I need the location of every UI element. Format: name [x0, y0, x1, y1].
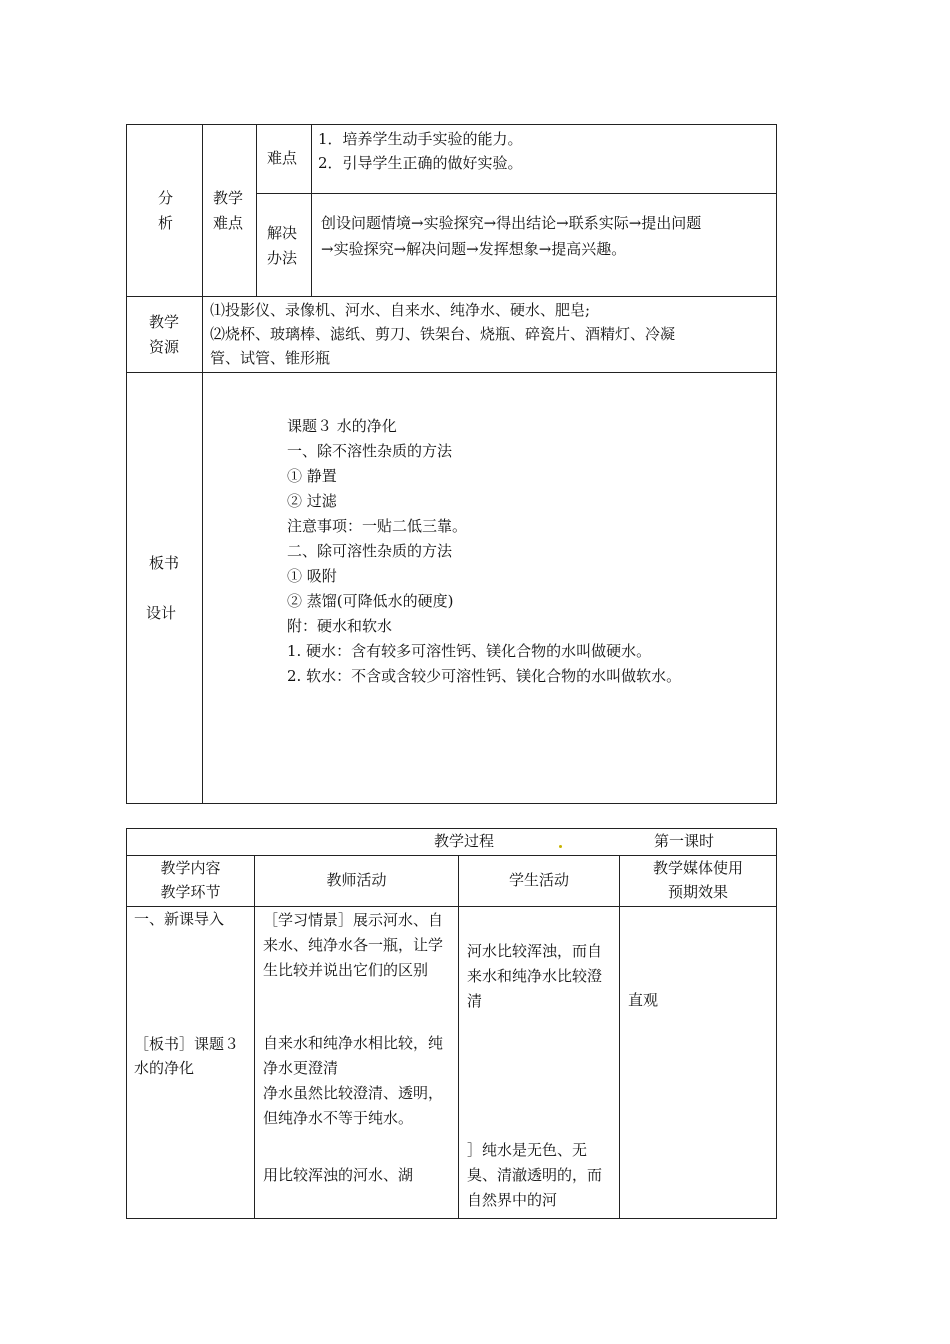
step-intro: 一、新课导入	[134, 910, 225, 928]
analysis-label-2: 析	[158, 214, 174, 232]
period-label: 第一课时	[654, 832, 715, 850]
solution-line-2: →实验探究→解决问题→发挥想象→提高兴趣。	[321, 240, 627, 258]
board-line: ① 静置	[287, 467, 337, 485]
solution-label: 解决	[267, 224, 298, 242]
board-line: ② 蒸馏(可降低水的硬度)	[287, 592, 454, 610]
step-board-2: 水的净化	[134, 1059, 195, 1077]
header-media: 教学媒体使用	[652, 859, 743, 877]
resources-label: 教学	[149, 313, 180, 331]
board-line: 课题３ 水的净化	[287, 417, 397, 435]
board-line: 2. 软水：不含或含较少可溶性钙、镁化合物的水叫做软水。	[287, 667, 682, 685]
teaching-difficulty-label-2: 难点	[213, 214, 244, 232]
resources-line-2: ⑵烧杯、玻璃棒、滤纸、剪刀、铁架台、烧瓶、碎瓷片、酒精灯、冷凝	[210, 325, 676, 343]
teacher-activity-3: 净水虽然比较澄清、透明，但纯净水不等于纯水。	[263, 1084, 444, 1127]
header-media-2: 预期效果	[667, 883, 728, 901]
header-teacher: 教师活动	[326, 871, 387, 889]
step-board: ［板书］课题３	[134, 1035, 240, 1053]
resources-label-2: 资源	[149, 338, 180, 356]
teacher-activity-2: 自来水和纯净水相比较，纯净水更澄清	[263, 1034, 444, 1077]
teacher-activity-1: ［学习情景］展示河水、自来水、纯净水各一瓶，让学生比较并说出它们的区别	[263, 911, 444, 979]
resources-line-3: 管、试管、锥形瓶	[210, 349, 331, 367]
student-activity-1: 河水比较浑浊，而自来水和纯净水比较澄清	[467, 942, 603, 1010]
board-label-2: 设计	[146, 604, 177, 622]
header-content: 教学内容	[160, 859, 221, 877]
teaching-difficulty-label: 教学	[213, 189, 244, 207]
board-label: 板书	[149, 554, 180, 572]
difficulty-item-2: 2．引导学生正确的做好实验。	[318, 154, 523, 172]
board-line: 注意事项：一贴二低三靠。	[287, 517, 468, 535]
header-content-2: 教学环节	[160, 883, 221, 901]
board-line: 1. 硬水：含有较多可溶性钙、镁化合物的水叫做硬水。	[287, 642, 652, 660]
difficulty-label: 难点	[267, 149, 298, 167]
difficulty-item-1: 1．培养学生动手实验的能力。	[318, 130, 523, 148]
process-title: 教学过程	[434, 832, 495, 850]
board-line: 二、除可溶性杂质的方法	[287, 542, 453, 560]
student-activity-2: ］纯水是无色、无臭、清澈透明的，而自然界中的河	[467, 1141, 603, 1209]
dot-mark	[559, 845, 562, 848]
solution-line-1: 创设问题情境→实验探究→得出结论→联系实际→提出问题	[321, 214, 702, 232]
board-line: 附：硬水和软水	[287, 617, 393, 635]
board-line: ① 吸附	[287, 567, 337, 585]
analysis-label: 分	[158, 189, 174, 207]
media-effect: 直观	[628, 991, 659, 1009]
solution-label-2: 办法	[267, 249, 298, 267]
board-line: 一、除不溶性杂质的方法	[287, 442, 453, 460]
teacher-activity-4: 用比较浑浊的河水、湖	[263, 1166, 414, 1184]
resources-line-1: ⑴投影仪、录像机、河水、自来水、纯净水、硬水、肥皂;	[210, 301, 591, 319]
header-student: 学生活动	[508, 871, 569, 889]
board-line: ② 过滤	[287, 492, 337, 510]
